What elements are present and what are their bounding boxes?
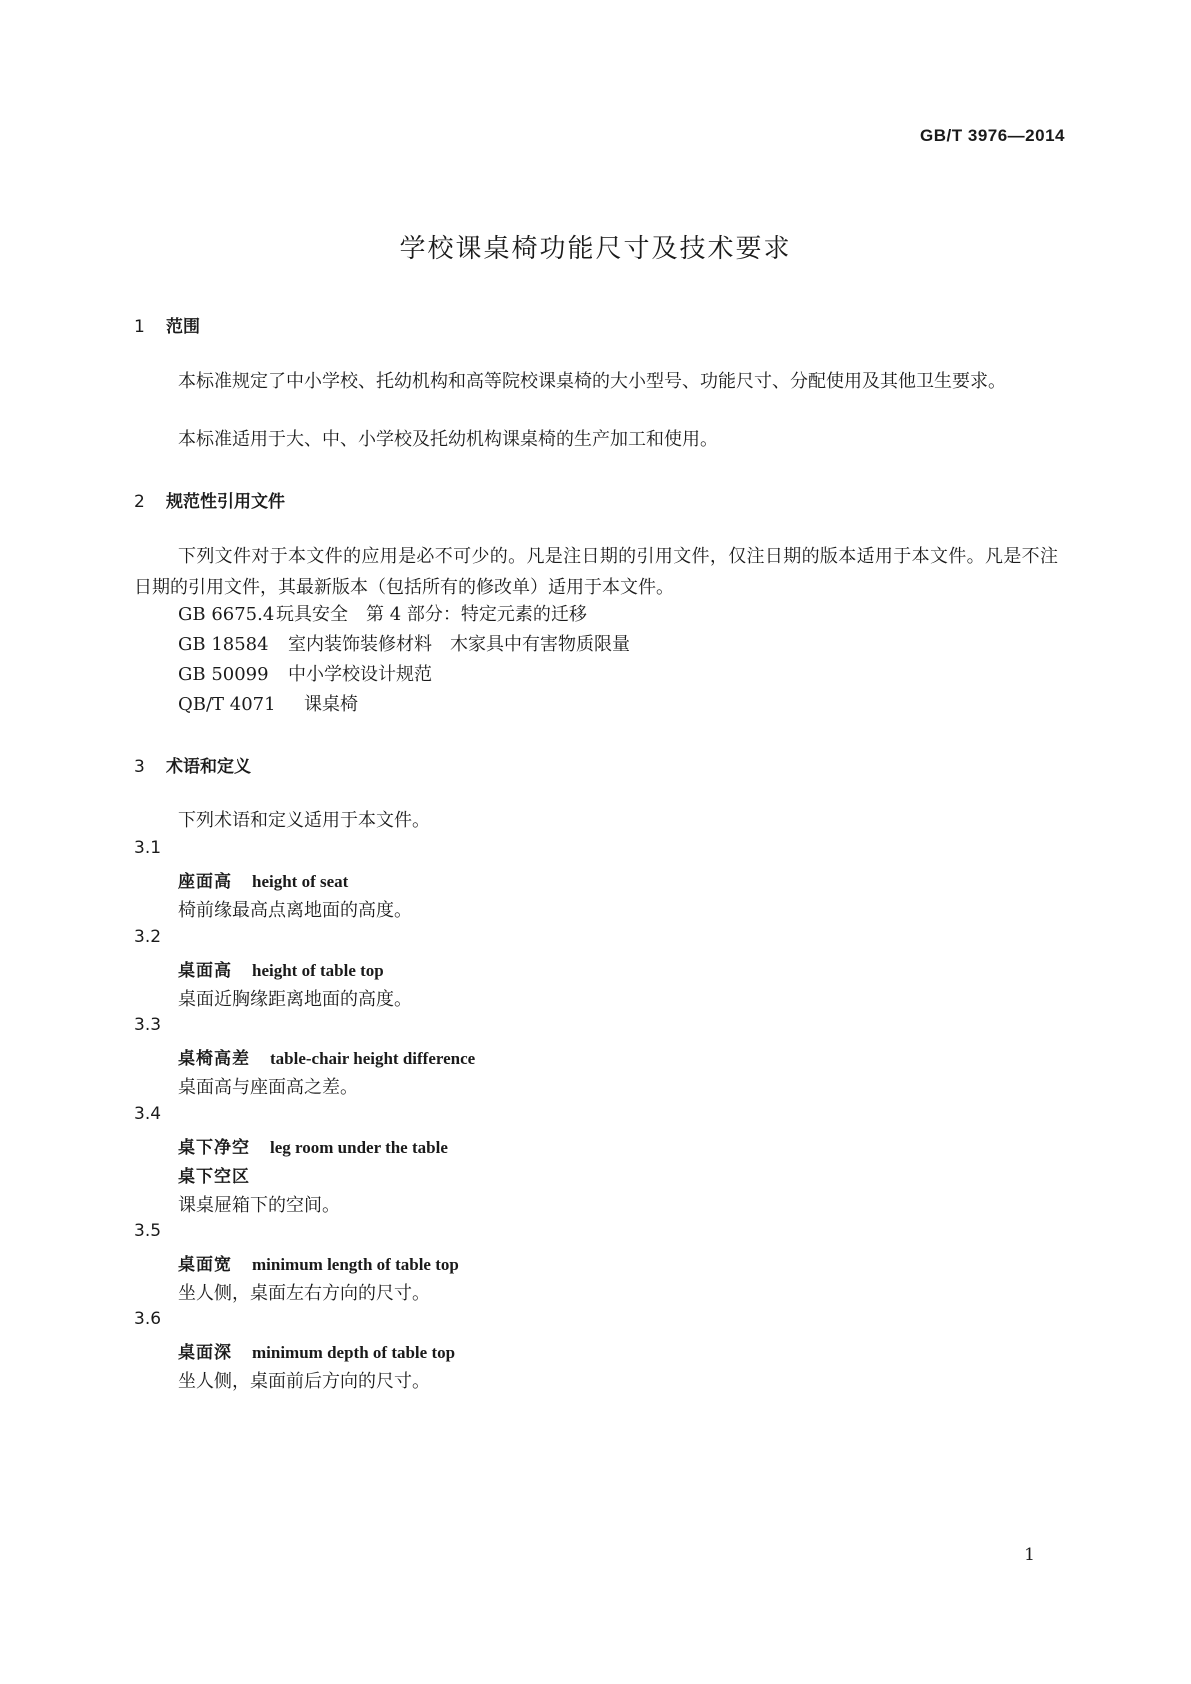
term-number: 3.6 [134, 1309, 162, 1329]
section-title: 术语和定义 [166, 757, 251, 777]
section-1-paragraph-1: 本标准规定了中小学校、托幼机构和高等院校课桌椅的大小型号、功能尺寸、分配使用及其他卫生要求。 [178, 371, 1006, 392]
term-chinese: 桌面高 [178, 961, 232, 981]
reference-code: GB 18584 [178, 634, 269, 655]
reference-title: 课桌椅 [304, 694, 358, 715]
section-number: 3 [134, 757, 145, 777]
term-definition: 桌面近胸缘距离地面的高度。 [178, 989, 412, 1010]
term-definition: 坐人侧，桌面左右方向的尺寸。 [178, 1283, 430, 1304]
reference-code: QB/T 4071 [178, 694, 276, 715]
section-1-paragraph-2: 本标准适用于大、中、小学校及托幼机构课桌椅的生产加工和使用。 [178, 429, 718, 450]
term-heading [178, 1133, 448, 1158]
term-heading [178, 867, 348, 892]
term-heading [178, 1250, 459, 1275]
section-3-intro: 下列术语和定义适用于本文件。 [178, 810, 430, 831]
section-2-paragraph-1: 下列文件对于本文件的应用是必不可少的。凡是注日期的引用文件，仅注日期的版本适用于本文件。凡是不注日期的引用文件，其最新版本（包括所有的修改单）适用于本文件。 [134, 546, 1058, 598]
term-heading [178, 1338, 455, 1363]
section-number: 1 [134, 317, 145, 337]
reference-title: 中小学校设计规范 [288, 664, 432, 685]
term-english: height of seat [252, 872, 349, 891]
document-title: 学校课桌椅功能尺寸及技术要求 [399, 234, 792, 264]
section-3-heading [134, 752, 251, 777]
term-english: minimum length of table top [252, 1255, 459, 1274]
reference-item [178, 600, 587, 626]
section-2-heading [134, 487, 285, 512]
reference-title: 玩具安全 第 4 部分：特定元素的迁移 [276, 604, 587, 625]
term-number: 3.4 [134, 1104, 162, 1124]
term-number: 3.2 [134, 927, 162, 947]
term-number: 3.5 [134, 1221, 162, 1241]
reference-title: 室内装饰装修材料 木家具中有害物质限量 [288, 634, 630, 655]
term-english: leg room under the table [270, 1138, 448, 1157]
term-english: minimum depth of table top [252, 1343, 456, 1362]
term-number: 3.1 [134, 838, 162, 858]
reference-item [178, 690, 358, 716]
term-english: table-chair height difference [270, 1049, 476, 1068]
standard-number: GB/T 3976—2014 [920, 126, 1065, 145]
reference-code: GB 50099 [178, 664, 269, 685]
term-definition: 坐人侧，桌面前后方向的尺寸。 [178, 1371, 430, 1392]
reference-item [178, 630, 630, 656]
term-chinese: 桌椅高差 [178, 1049, 250, 1069]
term-chinese: 桌下净空 [178, 1138, 250, 1158]
term-chinese: 座面高 [178, 872, 232, 892]
term-chinese: 桌面宽 [178, 1255, 232, 1275]
term-definition: 桌面高与座面高之差。 [178, 1077, 358, 1098]
term-alternative-chinese: 桌下空区 [178, 1167, 250, 1187]
page-number: 1 [1024, 1545, 1035, 1565]
term-chinese: 桌面深 [178, 1343, 232, 1363]
term-definition: 椅前缘最高点离地面的高度。 [178, 900, 412, 921]
term-alternative [178, 1162, 250, 1187]
section-1-heading [134, 312, 200, 337]
section-title: 规范性引用文件 [166, 492, 285, 512]
reference-code: GB 6675.4 [178, 604, 275, 625]
term-english: height of table top [252, 961, 384, 980]
term-number: 3.3 [134, 1015, 162, 1035]
term-heading [178, 1044, 475, 1069]
section-number: 2 [134, 492, 145, 512]
reference-item [178, 660, 432, 686]
term-definition: 课桌屉箱下的空间。 [178, 1195, 340, 1216]
section-title: 范围 [166, 317, 200, 337]
term-heading [178, 956, 384, 981]
